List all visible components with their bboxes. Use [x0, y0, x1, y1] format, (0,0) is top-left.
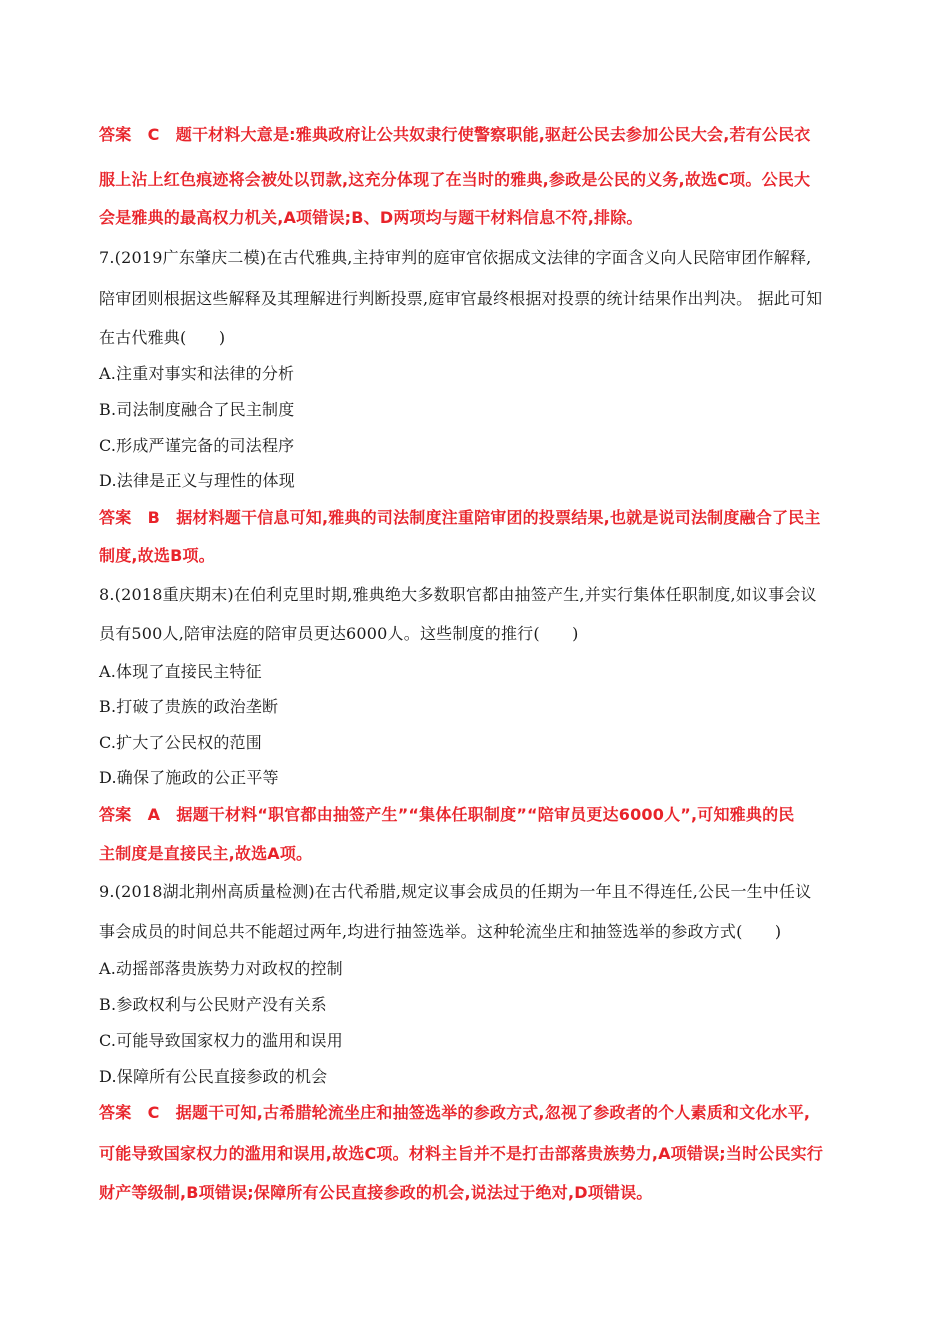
- question-9-line-1: 9.(2018湖北荆州高质量检测)在古代希腊,规定议事会成员的任期为一年且不得连任,公民一生中任议: [99, 882, 812, 901]
- question-7-option-d: D.法律是正义与理性的体现: [99, 471, 295, 490]
- question-8-option-b: B.打破了贵族的政治垄断: [99, 697, 279, 716]
- question-9-option-b: B.参政权利与公民财产没有关系: [99, 995, 327, 1014]
- question-9-option-c: C.可能导致国家权力的滥用和误用: [99, 1031, 343, 1050]
- question-9-line-2: 事会成员的时间总共不能超过两年,均进行抽签选举。这种轮流坐庄和抽签选举的参政方式( ): [99, 922, 782, 941]
- answer-6-line-2: 服上沾上红色痕迹将会被处以罚款,这充分体现了在当时的雅典,参政是公民的义务,故选C项。公民大: [99, 170, 811, 189]
- question-8-option-a: A.体现了直接民主特征: [99, 662, 262, 681]
- answer-7-line-1: 答案 B 据材料题干信息可知,雅典的司法制度注重陪审团的投票结果,也就是说司法制度融合了民主: [99, 508, 821, 527]
- question-7-option-c: C.形成严谨完备的司法程序: [99, 436, 295, 455]
- question-7-option-a: A.注重对事实和法律的分析: [99, 364, 295, 383]
- question-9-option-d: D.保障所有公民直接参政的机会: [99, 1067, 328, 1086]
- answer-8-line-1: 答案 A 据题干材料“职官都由抽签产生”“集体任职制度”“陪审员更达6000人”,可知雅典的民: [99, 805, 795, 824]
- question-7-line-3: 在古代雅典( ): [99, 328, 226, 347]
- question-9-option-a: A.动摇部落贵族势力对政权的控制: [99, 959, 343, 978]
- question-7-line-1: 7.(2019广东肇庆二模)在古代雅典,主持审判的庭审官依据成文法律的字面含义向人民陪审团作解释,: [99, 248, 812, 267]
- answer-9-line-3: 财产等级制,B项错误;保障所有公民直接参政的机会,说法过于绝对,D项错误。: [99, 1183, 653, 1202]
- question-8-option-d: D.确保了施政的公正平等: [99, 768, 279, 787]
- answer-7-line-2: 制度,故选B项。: [99, 546, 215, 565]
- question-8-line-1: 8.(2018重庆期末)在伯利克里时期,雅典绝大多数职官都由抽签产生,并实行集体任职制度,如议事会议: [99, 585, 817, 604]
- answer-9-line-2: 可能导致国家权力的滥用和误用,故选C项。材料主旨并不是打击部落贵族势力,A项错误;当时公民实行: [99, 1144, 824, 1163]
- answer-8-line-2: 主制度是直接民主,故选A项。: [99, 844, 313, 863]
- answer-9-line-1: 答案 C 据题干可知,古希腊轮流坐庄和抽签选举的参政方式,忽视了参政者的个人素质和文化水平,: [99, 1103, 811, 1122]
- answer-6-line-3: 会是雅典的最高权力机关,A项错误;B、D两项均与题干材料信息不符,排除。: [99, 208, 643, 227]
- question-7-line-2: 陪审团则根据这些解释及其理解进行判断投票,庭审官最终根据对投票的统计结果作出判决。 据此可知: [99, 289, 823, 308]
- question-8-line-2: 员有500人,陪审法庭的陪审员更达6000人。这些制度的推行( ): [99, 624, 579, 643]
- question-7-option-b: B.司法制度融合了民主制度: [99, 400, 295, 419]
- question-8-option-c: C.扩大了公民权的范围: [99, 733, 262, 752]
- answer-6-line-1: 答案 C 题干材料大意是:雅典政府让公共奴隶行使警察职能,驱赶公民去参加公民大会,若有公民衣: [99, 125, 811, 144]
